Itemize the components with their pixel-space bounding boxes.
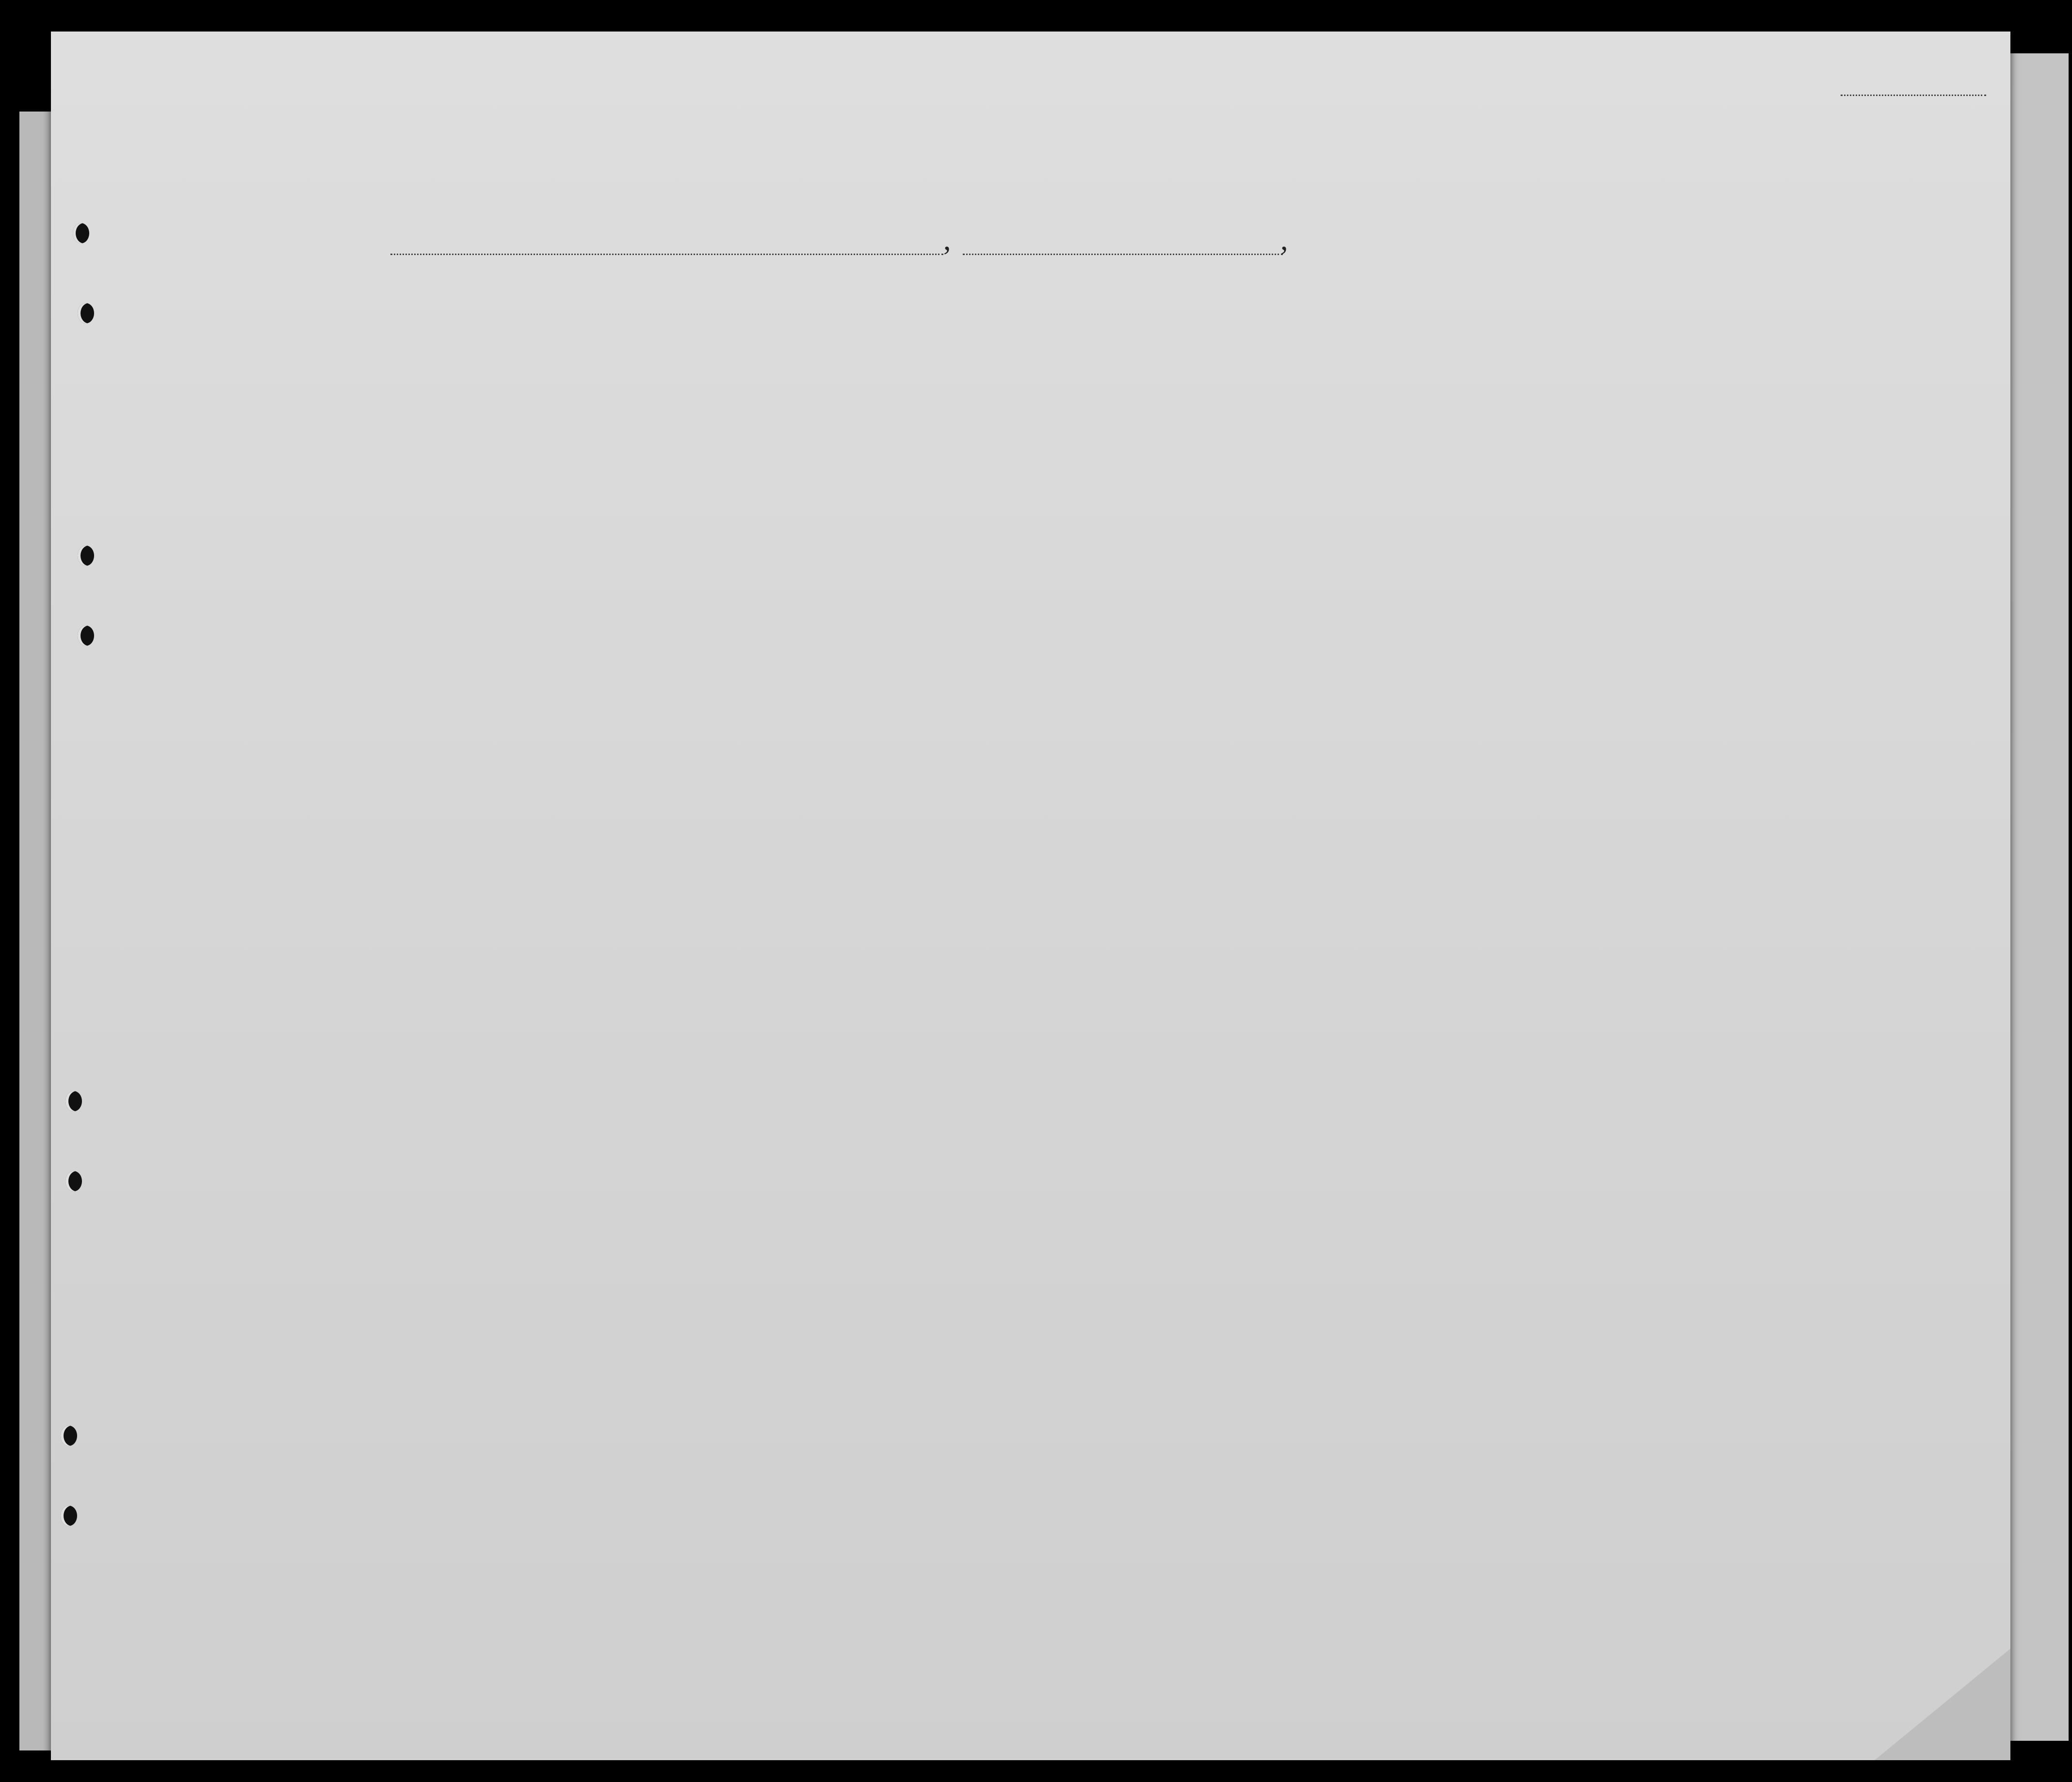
col-25-label [1360,331,1387,448]
col-24-b-label [1259,327,1288,444]
col-30-label [1560,330,1584,446]
col-33-inches-label [1741,407,1756,436]
date-fill-line [963,254,1283,255]
punch-hole [61,1506,77,1526]
col-24-a-label [1199,327,1229,444]
list-fill-line [1841,95,1986,96]
comma: , [1280,224,1288,257]
punch-hole [78,303,94,323]
col-24-c-label [1320,327,1349,444]
col-26-label [1392,330,1411,446]
col-33-feet-label [1722,407,1736,436]
col-28-label [1448,332,1487,449]
port-fill-line [390,254,943,255]
punch-hole [78,626,94,646]
punch-hole [61,1426,77,1446]
punch-hole [65,1091,82,1111]
punch-hole [73,223,89,243]
punch-hole [78,546,94,566]
col-27-label [1420,330,1439,446]
col-29-label [1506,327,1535,444]
table-grid [51,32,2010,1760]
col-21-label [758,299,787,425]
manifest-page [51,32,2010,1760]
punch-hole [65,1171,82,1191]
page-curl [1875,1649,2010,1760]
comma: , [943,224,951,257]
col-19-label [636,296,665,422]
